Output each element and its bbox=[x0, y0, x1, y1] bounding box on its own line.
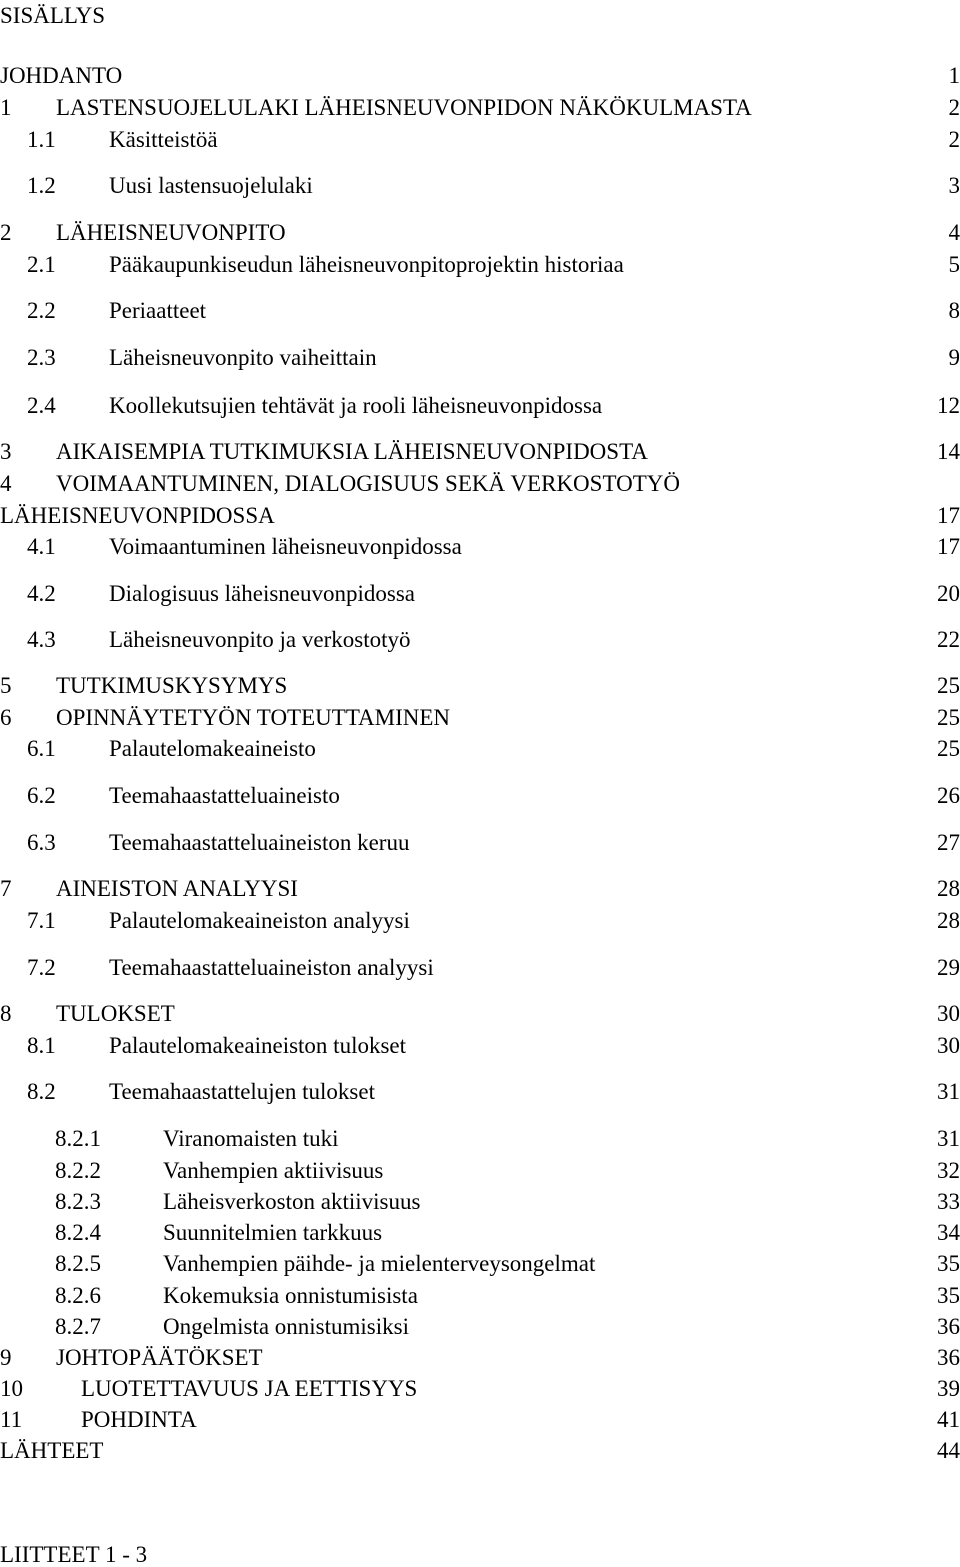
toc-entry-title: POHDINTA bbox=[81, 1408, 197, 1431]
toc-entry-page: 31 bbox=[937, 1080, 960, 1103]
toc-entry-title: Suunnitelmien tarkkuus bbox=[163, 1221, 382, 1244]
toc-entry-page: 14 bbox=[937, 440, 960, 463]
toc-entry-number: 4.1 bbox=[27, 535, 56, 558]
toc-entry-title: Teemahaastatteluaineiston keruu bbox=[109, 831, 409, 854]
toc-entry-title: TULOKSET bbox=[56, 1002, 175, 1025]
toc-entry-title: Dialogisuus läheisneuvonpidossa bbox=[109, 582, 415, 605]
toc-entry-page: 33 bbox=[937, 1190, 960, 1213]
toc-entry-number: 3 bbox=[0, 440, 12, 463]
toc-entry-title: Teemahaastattelujen tulokset bbox=[109, 1080, 375, 1103]
toc-entry-page: 5 bbox=[949, 253, 960, 276]
toc-entry-title: Palautelomakeaineiston analyysi bbox=[109, 909, 410, 932]
toc-entry-page: 35 bbox=[937, 1284, 960, 1307]
toc-entry-number: 10 bbox=[0, 1377, 23, 1400]
toc-entry-page: 1 bbox=[949, 64, 960, 87]
toc-entry-number: 2.1 bbox=[27, 253, 56, 276]
toc-entry-page: 32 bbox=[937, 1159, 960, 1182]
toc-entry-title: Uusi lastensuojelulaki bbox=[109, 174, 313, 197]
toc-entry-page: 2 bbox=[949, 96, 960, 119]
toc-entry-page: 9 bbox=[949, 346, 960, 369]
toc-entry-title: LUOTETTAVUUS JA EETTISYYS bbox=[81, 1377, 417, 1400]
toc-entry-number: 6.2 bbox=[27, 784, 56, 807]
toc-entry-title: Palautelomakeaineiston tulokset bbox=[109, 1034, 406, 1057]
toc-entry-number: 8.2.4 bbox=[55, 1221, 101, 1244]
toc-entry-page: 34 bbox=[937, 1221, 960, 1244]
toc-entry-title: Vanhempien aktiivisuus bbox=[163, 1159, 383, 1182]
toc-entry-page: 12 bbox=[937, 394, 960, 417]
toc-entry-page: 39 bbox=[937, 1377, 960, 1400]
toc-entry-number: 2.4 bbox=[27, 394, 56, 417]
toc-entry-title: Teemahaastatteluaineiston analyysi bbox=[109, 956, 434, 979]
toc-entry-number: 2 bbox=[0, 221, 12, 244]
toc-entry-title: Pääkaupunkiseudun läheisneuvonpitoprojektin historiaa bbox=[109, 253, 624, 276]
toc-entry-number: 2.2 bbox=[27, 299, 56, 322]
toc-entry-page: 36 bbox=[937, 1346, 960, 1369]
toc-entry-page: 29 bbox=[937, 956, 960, 979]
toc-entry-number: 9 bbox=[0, 1346, 12, 1369]
toc-entry-page: 17 bbox=[937, 535, 960, 558]
toc-entry-number: 8.1 bbox=[27, 1034, 56, 1057]
toc-entry-number: 6.1 bbox=[27, 737, 56, 760]
toc-entry-page: 22 bbox=[937, 628, 960, 651]
toc-entry-number: 8.2.5 bbox=[55, 1252, 101, 1275]
toc-entry-number: 6 bbox=[0, 706, 12, 729]
toc-entry-page: 25 bbox=[937, 706, 960, 729]
toc-entry-title: JOHTOPÄÄTÖKSET bbox=[56, 1346, 263, 1369]
toc-entry-page: 28 bbox=[937, 909, 960, 932]
toc-entry-title: Läheisneuvonpito ja verkostotyö bbox=[109, 628, 411, 651]
toc-entry-page: 25 bbox=[937, 674, 960, 697]
toc-entry-title: OPINNÄYTETYÖN TOTEUTTAMINEN bbox=[56, 706, 450, 729]
toc-entry-title: Viranomaisten tuki bbox=[163, 1127, 339, 1150]
toc-entry-number: 8.2.7 bbox=[55, 1315, 101, 1338]
toc-entry-number: 6.3 bbox=[27, 831, 56, 854]
toc-entry-title: Koollekutsujien tehtävät ja rooli läheisneuvonpidossa bbox=[109, 394, 602, 417]
toc-entry-page: 25 bbox=[937, 737, 960, 760]
toc-entry-page: 17 bbox=[937, 504, 960, 527]
toc-title: SISÄLLYS bbox=[0, 4, 105, 27]
toc-entry-title: Kokemuksia onnistumisista bbox=[163, 1284, 418, 1307]
toc-entry-page: 8 bbox=[949, 299, 960, 322]
toc-entry-title: Periaatteet bbox=[109, 299, 206, 322]
toc-entry-number: 1.1 bbox=[27, 128, 56, 151]
appendix-line: LIITTEET 1 - 3 bbox=[0, 1543, 147, 1566]
toc-entry-number: 8.2.2 bbox=[55, 1159, 101, 1182]
toc-entry-page: 20 bbox=[937, 582, 960, 605]
toc-entry-title: LÄHEISNEUVONPITO bbox=[56, 221, 286, 244]
toc-entry-page: 44 bbox=[937, 1439, 960, 1462]
toc-entry-number: 4 bbox=[0, 472, 12, 495]
toc-entry-number: 2.3 bbox=[27, 346, 56, 369]
toc-entry-page: 28 bbox=[937, 877, 960, 900]
toc-entry-title: LÄHEISNEUVONPIDOSSA bbox=[0, 504, 275, 527]
toc-entry-page: 30 bbox=[937, 1034, 960, 1057]
toc-entry-number: 7.2 bbox=[27, 956, 56, 979]
toc-entry-title: LASTENSUOJELULAKI LÄHEISNEUVONPIDON NÄKÖKULMASTA bbox=[56, 96, 752, 119]
toc-entry-number: 4.2 bbox=[27, 582, 56, 605]
toc-entry-title: Palautelomakeaineisto bbox=[109, 737, 316, 760]
toc-entry-number: 8.2.1 bbox=[55, 1127, 101, 1150]
toc-entry-title: AINEISTON ANALYYSI bbox=[56, 877, 298, 900]
toc-entry-number: 7 bbox=[0, 877, 12, 900]
toc-entry-title: LÄHTEET bbox=[0, 1439, 103, 1462]
toc-entry-title: Ongelmista onnistumisiksi bbox=[163, 1315, 409, 1338]
toc-entry-title: Voimaantuminen läheisneuvonpidossa bbox=[109, 535, 462, 558]
toc-entry-title: Käsitteistöä bbox=[109, 128, 218, 151]
toc-entry-title: VOIMAANTUMINEN, DIALOGISUUS SEKÄ VERKOSTOTYÖ bbox=[56, 472, 680, 495]
toc-entry-page: 4 bbox=[949, 221, 960, 244]
toc-entry-page: 27 bbox=[937, 831, 960, 854]
toc-entry-title: Teemahaastatteluaineisto bbox=[109, 784, 340, 807]
toc-entry-number: 8.2.6 bbox=[55, 1284, 101, 1307]
toc-entry-page: 35 bbox=[937, 1252, 960, 1275]
toc-entry-number: 11 bbox=[0, 1408, 22, 1431]
toc-entry-number: 7.1 bbox=[27, 909, 56, 932]
toc-entry-title: TUTKIMUSKYSYMYS bbox=[56, 674, 287, 697]
toc-entry-number: 4.3 bbox=[27, 628, 56, 651]
toc-entry-number: 8.2 bbox=[27, 1080, 56, 1103]
toc-entry-page: 2 bbox=[949, 128, 960, 151]
toc-entry-title: AIKAISEMPIA TUTKIMUKSIA LÄHEISNEUVONPIDOSTA bbox=[56, 440, 648, 463]
toc-entry-number: 8 bbox=[0, 1002, 12, 1025]
toc-entry-page: 26 bbox=[937, 784, 960, 807]
toc-entry-title: Läheisneuvonpito vaiheittain bbox=[109, 346, 377, 369]
toc-entry-page: 41 bbox=[937, 1408, 960, 1431]
toc-entry-number: 5 bbox=[0, 674, 12, 697]
toc-entry-page: 30 bbox=[937, 1002, 960, 1025]
toc-entry-title: JOHDANTO bbox=[0, 64, 122, 87]
toc-entry-title: Läheisverkoston aktiivisuus bbox=[163, 1190, 420, 1213]
toc-entry-number: 1.2 bbox=[27, 174, 56, 197]
toc-entry-number: 1 bbox=[0, 96, 12, 119]
toc-entry-title: Vanhempien päihde- ja mielenterveysongelmat bbox=[163, 1252, 595, 1275]
toc-entry-page: 31 bbox=[937, 1127, 960, 1150]
toc-entry-page: 36 bbox=[937, 1315, 960, 1338]
toc-entry-page: 3 bbox=[949, 174, 960, 197]
toc-entry-number: 8.2.3 bbox=[55, 1190, 101, 1213]
